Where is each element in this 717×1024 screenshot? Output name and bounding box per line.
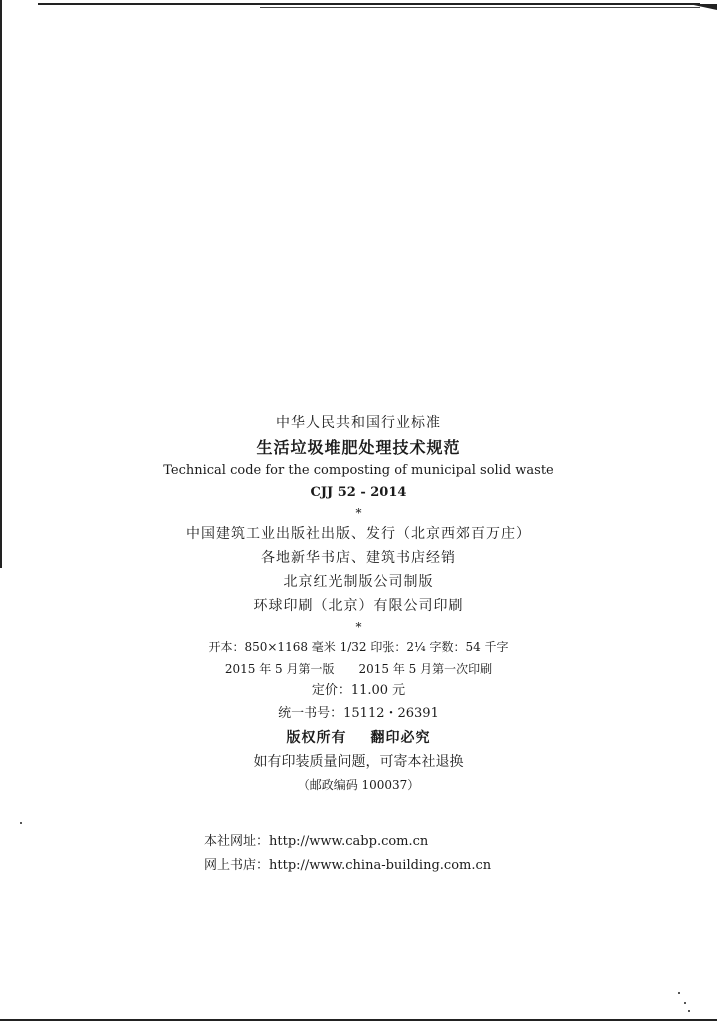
return-note: 如有印装质量问题，可寄本社退换 — [253, 754, 464, 770]
title-chinese: 生活垃圾堆肥处理技术规范 — [256, 438, 461, 457]
piracy-prohibited: 翻印必究 — [370, 730, 431, 746]
corner-mark — [689, 4, 717, 10]
standard-series: 中华人民共和国行业标准 — [276, 415, 441, 431]
scan-speck — [684, 1002, 686, 1004]
rights-reserved: 版权所有 — [286, 730, 347, 746]
title-english: Technical code for the composting of municipal solid waste — [163, 463, 554, 478]
website-line — [204, 830, 491, 854]
bookstore-url[interactable]: http://www.china-building.com.cn — [269, 858, 492, 873]
plate-maker-line: 北京红光制版公司制版 — [283, 574, 434, 590]
url-block — [204, 830, 491, 878]
separator-star-bottom: * — [355, 620, 362, 634]
edition-first: 2015 年 5 月第一版 — [224, 662, 335, 676]
bookstore-label: 网上书店： — [204, 858, 270, 873]
top-rule — [38, 3, 700, 5]
price-line: 定价：11.00 元 — [311, 683, 406, 698]
printer-line: 环球印刷（北京）有限公司印刷 — [253, 598, 464, 614]
bookstore-line — [204, 854, 491, 878]
copyright-line — [0, 726, 717, 750]
separator-star-top: * — [355, 506, 362, 520]
scan-speck — [678, 992, 680, 994]
postal-code: （邮政编码 100037） — [297, 778, 420, 792]
distributor-line: 各地新华书店、建筑书店经销 — [261, 550, 456, 566]
website-label: 本社网址： — [204, 834, 270, 849]
top-rule-secondary — [260, 7, 700, 8]
bottom-rule — [0, 1019, 717, 1021]
colophon-block — [0, 410, 717, 796]
publisher-line: 中国建筑工业出版社出版、发行（北京西郊百万庄） — [186, 526, 531, 542]
edition-print: 2015 年 5 月第一次印刷 — [358, 662, 493, 676]
edition-line — [0, 658, 717, 680]
book-number: 统一书号：15112・26391 — [278, 706, 439, 721]
format-specs: 开本：850×1168 毫米 1/32 印张：2¼ 字数：54 千字 — [208, 640, 509, 654]
scan-speck — [20, 822, 22, 824]
standard-code: CJJ 52 - 2014 — [310, 485, 407, 500]
scan-speck — [688, 1010, 690, 1012]
website-url[interactable]: http://www.cabp.com.cn — [269, 834, 429, 849]
